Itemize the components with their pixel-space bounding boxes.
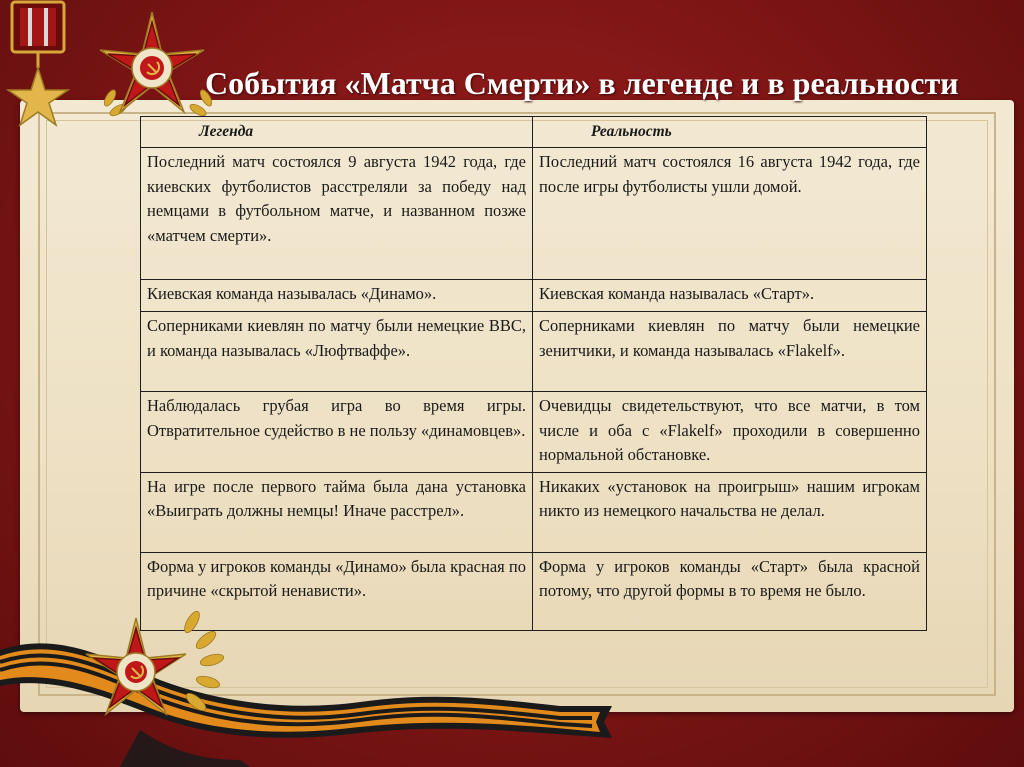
reality-cell: Форма у игроков команды «Старт» была красной потому, что другой формы в то время не было.: [533, 552, 927, 630]
table-row: [141, 312, 927, 392]
legend-cell: Наблюдалась грубая игра во время игры. Отвратительное судейство в не пользу «динамовцев».: [141, 392, 533, 473]
legend-cell: Соперниками киевлян по матчу были немецкие ВВС, и команда называлась «Люфтваффе».: [141, 312, 533, 392]
reality-cell: Последний матч состоялся 16 августа 1942 года, где после игры футболисты ушли домой.: [533, 148, 927, 280]
table-row: [141, 392, 927, 473]
table-row: [141, 280, 927, 312]
medal-icon: [0, 0, 90, 140]
reality-cell: Киевская команда называлась «Старт».: [533, 280, 927, 312]
comparison-table: [140, 116, 927, 631]
header-reality: Реальность: [533, 117, 927, 148]
order-star-icon: [92, 6, 212, 126]
slide-title: События «Матча Смерти» в легенде и в реальности: [205, 65, 959, 102]
legend-cell: Последний матч состоялся 9 августа 1942 года, где киевских футболистов расстреляли за победу над немцами в футбольном матче, и названном позже «матчем смерти».: [141, 148, 533, 280]
legend-cell: На игре после первого тайма была дана установка «Выиграть должны немцы! Иначе расстрел».: [141, 472, 533, 552]
table-row: [141, 472, 927, 552]
reality-cell: Соперниками киевлян по матчу были немецкие зенитчики, и команда называлась «Flakelf».: [533, 312, 927, 392]
reality-cell: Никаких «установок на проигрыш» нашим игрокам никто из немецкого начальства не делал.: [533, 472, 927, 552]
table-header-row: [141, 117, 927, 148]
table-row: [141, 148, 927, 280]
header-legend: Легенда: [141, 117, 533, 148]
reality-cell: Очевидцы свидетельствуют, что все матчи, в том числе и оба с «Flakelf» проходили в совершенно нормальной обстановке.: [533, 392, 927, 473]
legend-cell: Киевская команда называлась «Динамо».: [141, 280, 533, 312]
order-star-icon: [78, 606, 198, 726]
legend-cell: Форма у игроков команды «Динамо» была красная по причине «скрытой ненависти».: [141, 552, 533, 630]
